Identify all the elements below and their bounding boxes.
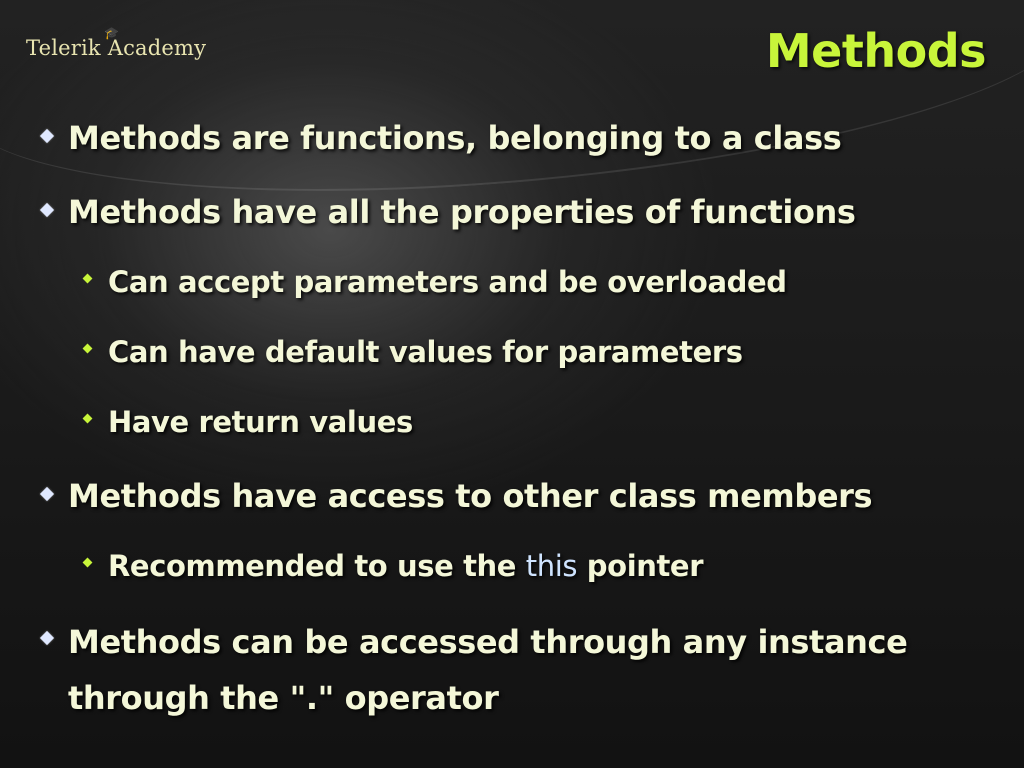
bullet-list <box>38 112 998 748</box>
bullet-text: Methods have access to other class members <box>68 477 873 515</box>
bullet-item <box>38 112 998 164</box>
bullet-item <box>38 186 998 238</box>
sub-bullet-text: Can accept parameters and be overloaded <box>108 265 787 299</box>
sub-bullet-item <box>38 400 998 444</box>
bullet-text: Methods are functions, belonging to a class <box>68 119 842 157</box>
slide-title: Methods <box>765 24 986 78</box>
bullet-text: Methods can be accessed through any instance through the "." operator <box>68 623 908 717</box>
this-keyword: this <box>525 549 578 583</box>
diamond-bullet-icon <box>40 129 54 143</box>
diamond-bullet-icon <box>83 274 93 284</box>
diamond-bullet-icon <box>40 631 54 645</box>
bullet-item <box>38 614 998 726</box>
sub-bullet-text-pre: Recommended to use the <box>108 549 526 583</box>
sub-bullet-item <box>38 260 998 304</box>
logo-text: Telerik Academy <box>26 36 207 60</box>
diamond-bullet-icon <box>83 344 93 354</box>
sub-bullet-text: Can have default values for parameters <box>108 335 743 369</box>
sub-bullet-text-post: pointer <box>577 549 704 583</box>
bullet-text: Methods have all the properties of functions <box>68 193 856 231</box>
sub-bullet-text: Have return values <box>108 405 413 439</box>
telerik-academy-logo <box>26 26 207 60</box>
diamond-bullet-icon <box>40 203 54 217</box>
graduation-cap-icon: 🎓 <box>104 26 120 40</box>
diamond-bullet-icon <box>83 558 93 568</box>
diamond-bullet-icon <box>40 487 54 501</box>
sub-bullet-item <box>38 544 998 588</box>
diamond-bullet-icon <box>83 414 93 424</box>
sub-bullet-item <box>38 330 998 374</box>
bullet-item <box>38 470 998 522</box>
